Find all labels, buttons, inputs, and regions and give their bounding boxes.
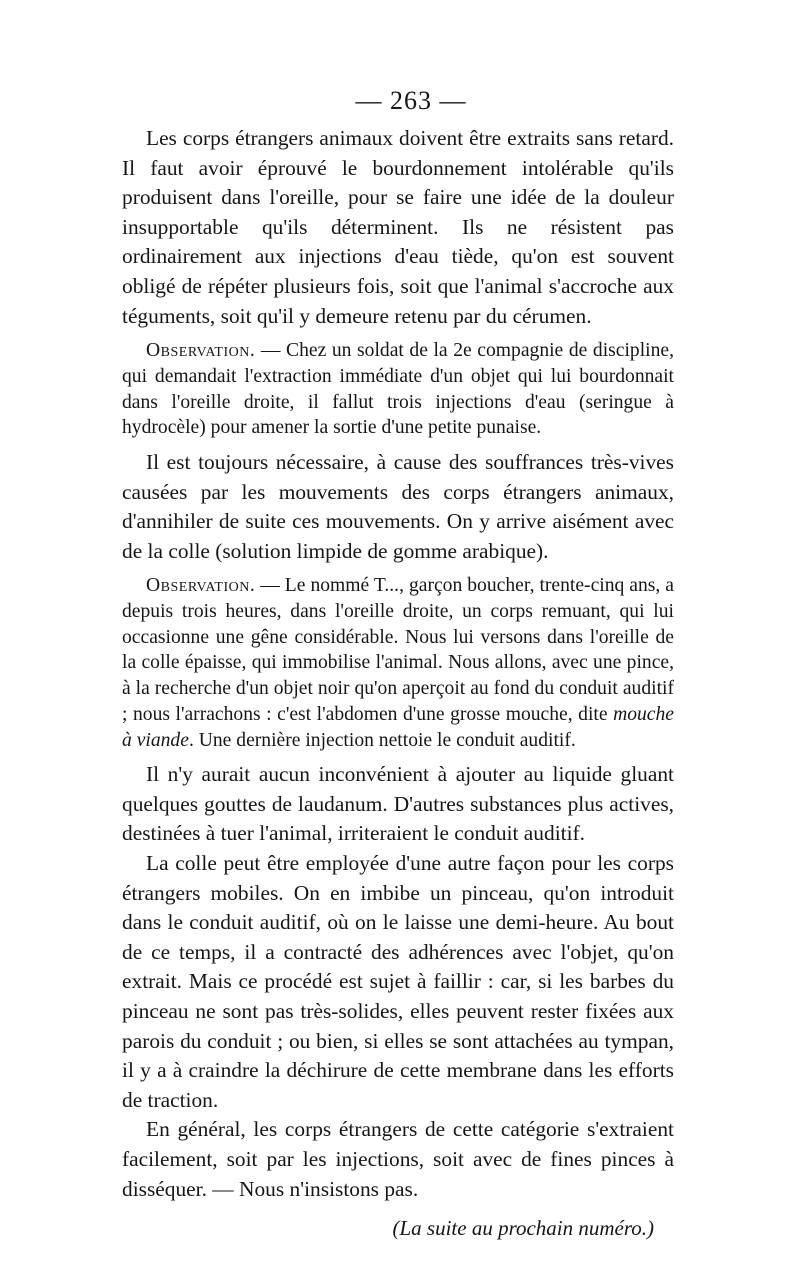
observation-italic-term: mouche à viande [122,703,674,751]
continuation-note: (La suite au prochain numéro.) [392,1216,654,1241]
observation-butcher [122,573,674,753]
page-number: — 263 — [355,86,467,115]
paragraph-laudanum: Il n'y aurait aucun inconvénient à ajouter au liquide gluant quelques gouttes de laudanum. D'autres substances plus actives, destinées à tuer l'animal, irriteraient le conduit auditif. [122,762,674,846]
observation-text: — Chez un soldat de la 2e compagnie de discipline, qui demandait l'extraction immédiate d'un objet qui lui bourdonnait dans l'oreille droite, il fallut trois injections d'eau (seringue à hydrocèle) pour amener la sortie d'une petite punaise. [122,340,674,439]
paragraph-brush-method: La colle peut être employée d'une autre façon pour les corps étrangers mobiles. On en imbibe un pinceau, qu'on introduit dans le conduit auditif, où on le laisse une demi-heure. Au bout de ce temps, il a contracté des adhérences avec l'objet, qu'on extrait. Mais ce procédé est sujet à faillir : car, si les barbes du pinceau ne sont pas très-solides, elles peuvent rester fixées aux parois du conduit ; ou bien, si elles se sont attachées au tympan, il y a à craindre la déchirure de cette membrane dans les efforts de traction. [122,851,674,1112]
observation-soldier [122,338,674,441]
observation-text: — Le nommé T..., garçon boucher, trente-cinq ans, a depuis trois heures, dans l'oreille droite, un corps remuant, qui lui occasionne une gêne considérable. Nous lui versons dans l'oreille de la colle épaisse, qui immobilise l'animal. Nous allons, avec une pince, à la recherche d'un objet noir qu'on aperçoit au fond du conduit auditif ; nous l'arrachons : c'est l'abdomen d'une grosse mouche, dite [122,575,674,725]
paragraph-immobilize-with-glue: Il est toujours nécessaire, à cause des souffrances très-vives causées par les mouvements des corps étrangers animaux, d'annihiler de suite ces mouvements. On y arrive aisément avec de la colle (solution limpide de gomme arabique). [122,449,674,563]
observation-label: Observation. [146,575,256,597]
observation-label: Observation. [146,340,256,362]
book-page [122,86,674,1241]
observation-text-end: . Une dernière injection nettoie le conduit auditif. [188,729,576,751]
paragraph-foreign-bodies-animals: Les corps étrangers animaux doivent être extraits sans retard. Il faut avoir éprouvé le bourdonnement intolérable qu'ils produisent dans l'oreille, pour se faire une idée de la douleur insupportable qu'ils déterminent. Ils ne résistent pas ordinairement aux injections d'eau tiède, qu'on est souvent obligé de répéter plusieurs fois, soit que l'animal s'accroche aux téguments, soit qu'il y demeure retenu par du cérumen. [122,126,674,328]
paragraph-conclusion: En général, les corps étrangers de cette catégorie s'extraient facilement, soit par les injections, soit avec de fines pinces à disséquer. — Nous n'insistons pas. [122,1117,674,1201]
